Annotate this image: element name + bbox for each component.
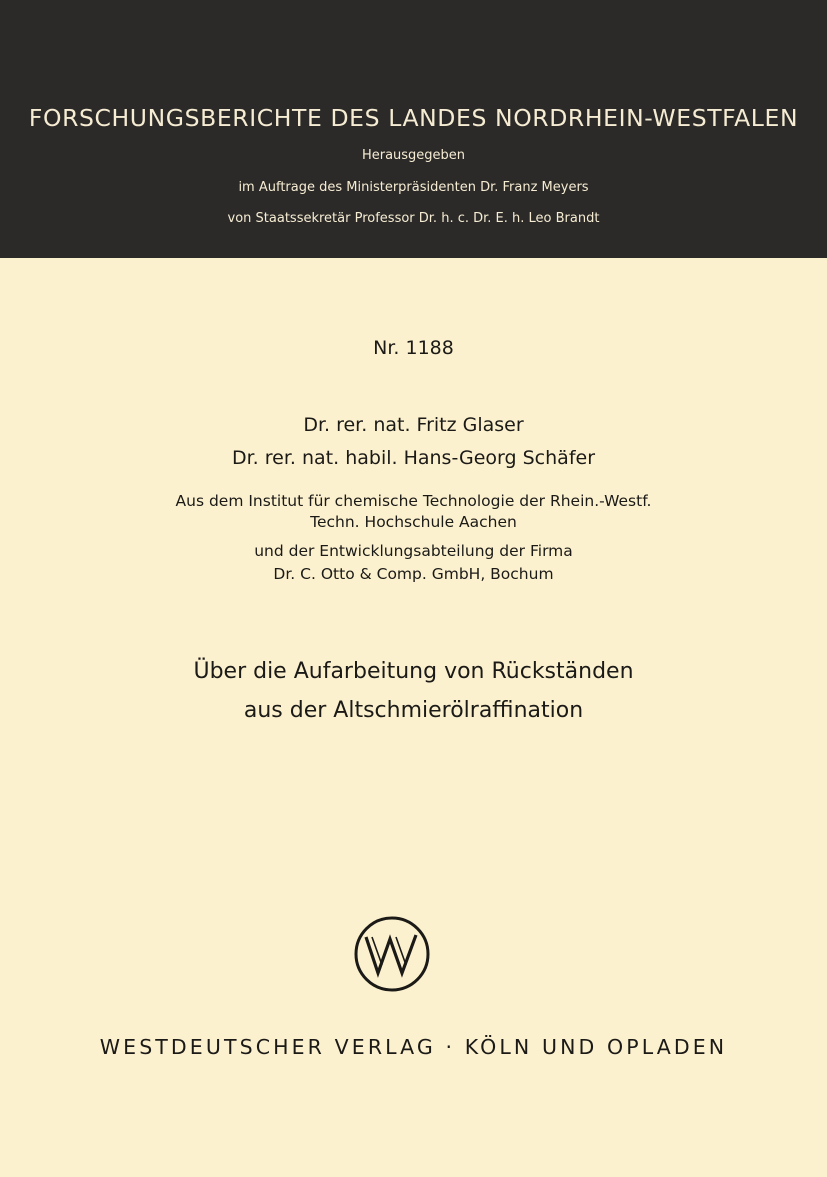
series-title: FORSCHUNGSBERICHTE DES LANDES NORDRHEIN-WESTFALEN (28, 104, 799, 132)
author-1: Dr. rer. nat. Fritz Glaser (303, 414, 524, 436)
author-2: Dr. rer. nat. habil. Hans-Georg Schäfer (231, 447, 596, 469)
title-line-1: Über die Aufarbeitung von Rückständen (193, 659, 634, 684)
institution-line-3: und der Entwicklungsabteilung der Firma (254, 542, 573, 560)
editor-line-1: Herausgegeben (361, 148, 466, 163)
westdeutscher-verlag-w-logo-icon (353, 915, 431, 993)
report-number: Nr. 1188 (373, 337, 454, 359)
institution-line-2: Techn. Hochschule Aachen (310, 513, 517, 531)
institution-line-4: Dr. C. Otto & Comp. GmbH, Bochum (273, 565, 554, 583)
publisher-imprint: WESTDEUTSCHER VERLAG · KÖLN UND OPLADEN (99, 1035, 728, 1059)
series-header-band (0, 0, 827, 258)
editor-line-2: im Auftrage des Ministerpräsidenten Dr. Franz Meyers (238, 180, 589, 195)
editor-line-3: von Staatssekretär Professor Dr. h. c. Dr. E. h. Leo Brandt (227, 211, 600, 226)
institution-line-1: Aus dem Institut für chemische Technologie der Rhein.-Westf. (175, 492, 652, 510)
title-line-2: aus der Altschmierölraffination (243, 698, 584, 723)
